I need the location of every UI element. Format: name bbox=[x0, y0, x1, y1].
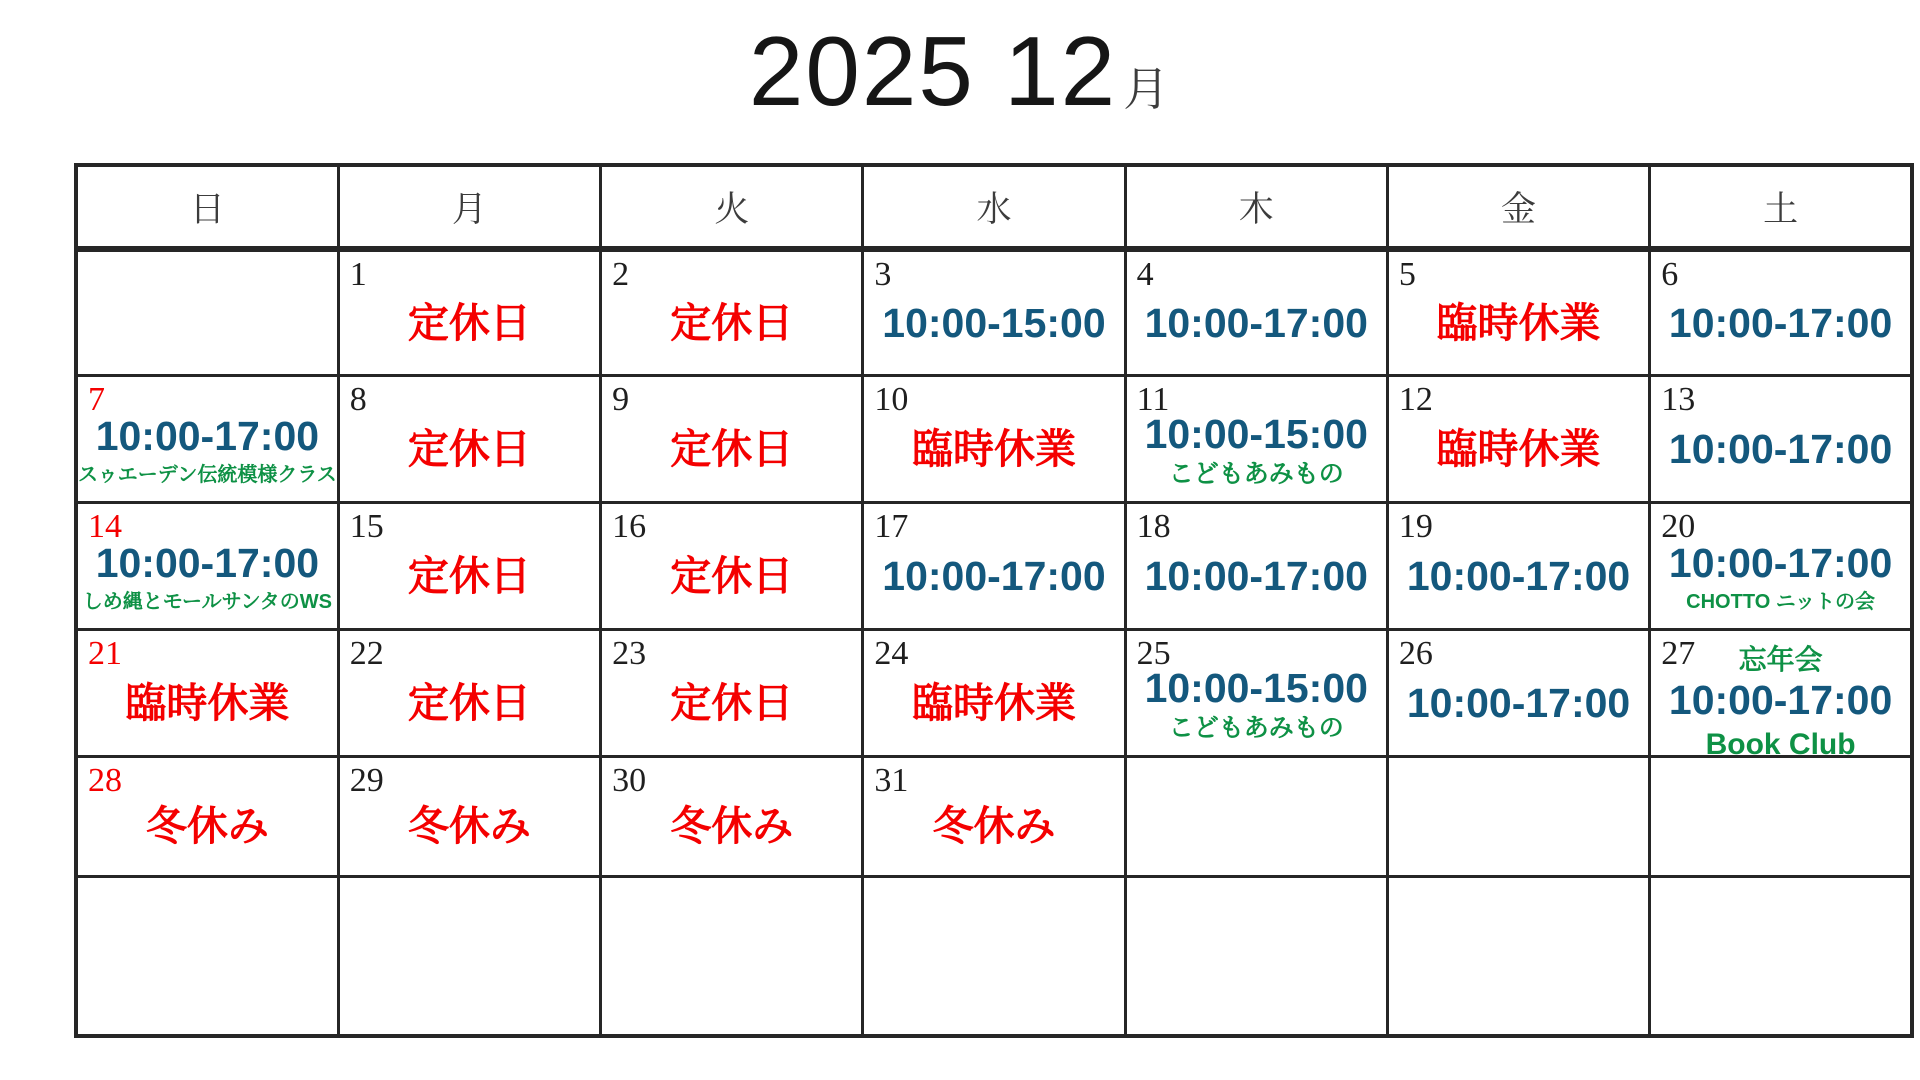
day-cell-empty bbox=[1650, 876, 1912, 1036]
closed-notice: 冬休み bbox=[932, 803, 1056, 850]
closed-notice: 定休日 bbox=[670, 300, 794, 347]
opening-hours: 10:00-17:00 bbox=[1668, 677, 1893, 724]
day-number: 14 bbox=[88, 507, 122, 545]
day-cell-content bbox=[1391, 403, 1646, 497]
day-cell-content bbox=[1129, 530, 1384, 624]
day-number: 1 bbox=[349, 256, 367, 293]
day-cell-content bbox=[1391, 530, 1646, 624]
event-note: こどもあみもの bbox=[1168, 459, 1344, 488]
closed-notice: 定休日 bbox=[407, 552, 531, 599]
day-cell-24 bbox=[863, 629, 1125, 756]
closed-notice: 定休日 bbox=[407, 425, 531, 472]
week-row bbox=[76, 502, 1912, 629]
opening-hours: 10:00-17:00 bbox=[1144, 552, 1368, 599]
week-row bbox=[76, 756, 1912, 876]
day-number: 25 bbox=[1136, 634, 1171, 672]
day-number: 2 bbox=[612, 256, 630, 293]
day-cell-11 bbox=[1125, 375, 1387, 502]
week-row bbox=[76, 629, 1912, 756]
closed-notice: 冬休み bbox=[407, 803, 531, 850]
day-cell-empty bbox=[1387, 756, 1649, 876]
weekday-header-wed: 水 bbox=[863, 165, 1125, 249]
day-cell-19 bbox=[1387, 502, 1649, 629]
day-number: 20 bbox=[1661, 507, 1696, 545]
day-cell-content bbox=[342, 657, 597, 751]
closed-notice: 定休日 bbox=[670, 425, 794, 472]
day-cell-content bbox=[80, 657, 335, 751]
day-cell-27 bbox=[1650, 629, 1912, 761]
week-row bbox=[76, 876, 1912, 1036]
day-number: 12 bbox=[1398, 380, 1433, 418]
day-number: 30 bbox=[612, 761, 647, 799]
day-cell-content bbox=[342, 784, 597, 871]
day-cell-31 bbox=[863, 756, 1125, 876]
day-cell-content bbox=[342, 278, 597, 370]
closed-notice: 冬休み bbox=[145, 803, 269, 850]
day-number: 22 bbox=[349, 634, 384, 672]
week-row bbox=[76, 375, 1912, 502]
day-cell-18 bbox=[1125, 502, 1387, 629]
day-number: 11 bbox=[1136, 380, 1170, 418]
opening-hours: 10:00-17:00 bbox=[1668, 425, 1893, 472]
closed-notice: 冬休み bbox=[670, 803, 794, 850]
day-cell-7 bbox=[76, 375, 338, 502]
weekday-header-mon: 月 bbox=[338, 165, 600, 249]
day-cell-30 bbox=[601, 756, 863, 876]
day-number: 13 bbox=[1661, 380, 1696, 418]
day-cell-empty bbox=[1387, 876, 1649, 1036]
day-cell-20 bbox=[1650, 502, 1912, 629]
day-cell-content bbox=[604, 657, 859, 751]
calendar-body bbox=[76, 249, 1912, 1036]
day-cell-15 bbox=[338, 502, 600, 629]
opening-hours: 10:00-17:00 bbox=[1144, 300, 1368, 347]
closed-notice: 定休日 bbox=[407, 679, 531, 726]
closed-notice: 臨時休業 bbox=[911, 425, 1076, 472]
day-number: 21 bbox=[88, 634, 122, 672]
day-number: 17 bbox=[874, 507, 909, 545]
event-note: こどもあみもの bbox=[1168, 713, 1344, 742]
closed-notice: 臨時休業 bbox=[1436, 425, 1601, 472]
weekday-header-sat: 土 bbox=[1650, 165, 1912, 249]
opening-hours: 10:00-15:00 bbox=[882, 300, 1106, 347]
day-cell-empty bbox=[338, 876, 600, 1036]
day-cell-25 bbox=[1125, 629, 1387, 756]
closed-notice: 臨時休業 bbox=[1436, 300, 1601, 347]
day-cell-content bbox=[1653, 403, 1908, 497]
day-cell-content bbox=[80, 530, 335, 624]
day-number: 28 bbox=[88, 761, 122, 799]
day-cell-content bbox=[1391, 657, 1646, 751]
day-cell-content bbox=[1391, 278, 1646, 370]
event-note: しめ縄とモールサンタのWS bbox=[82, 590, 332, 613]
day-number: 26 bbox=[1398, 634, 1433, 672]
day-number: 19 bbox=[1398, 507, 1433, 545]
opening-hours: 10:00-17:00 bbox=[1406, 679, 1631, 726]
weekday-header-thu: 木 bbox=[1125, 165, 1387, 249]
day-cell-content bbox=[1129, 403, 1384, 497]
weekday-header-sun: 日 bbox=[76, 165, 338, 249]
day-cell-4 bbox=[1125, 249, 1387, 375]
day-cell-content bbox=[80, 784, 335, 871]
day-number: 23 bbox=[612, 634, 647, 672]
opening-hours: 10:00-17:00 bbox=[1668, 540, 1893, 587]
day-cell-content bbox=[866, 278, 1121, 370]
weekday-header-row bbox=[76, 165, 1912, 249]
day-cell-content bbox=[342, 403, 597, 497]
weekday-header-tue: 火 bbox=[601, 165, 863, 249]
day-cell-empty bbox=[76, 876, 338, 1036]
day-cell-26 bbox=[1387, 629, 1649, 756]
day-cell-21 bbox=[76, 629, 338, 756]
day-cell-16 bbox=[601, 502, 863, 629]
calendar-title bbox=[0, 18, 1920, 126]
day-number: 27 bbox=[1661, 634, 1696, 672]
day-number: 8 bbox=[349, 380, 367, 418]
event-note: 忘年会 bbox=[1738, 644, 1823, 676]
day-number: 5 bbox=[1398, 256, 1416, 293]
day-cell-3 bbox=[863, 249, 1125, 375]
day-cell-content bbox=[604, 403, 859, 497]
opening-hours: 10:00-17:00 bbox=[95, 540, 320, 587]
day-cell-empty bbox=[76, 249, 338, 375]
day-cell-6 bbox=[1650, 249, 1912, 375]
event-note: Book Club bbox=[1705, 727, 1856, 761]
day-cell-8 bbox=[338, 375, 600, 502]
day-number: 15 bbox=[349, 507, 384, 545]
closed-notice: 定休日 bbox=[670, 552, 794, 599]
day-cell-empty bbox=[1650, 756, 1912, 876]
day-number: 9 bbox=[612, 380, 630, 418]
opening-hours: 10:00-17:00 bbox=[882, 552, 1106, 599]
day-cell-content bbox=[604, 784, 859, 871]
day-number: 3 bbox=[874, 256, 892, 293]
day-number: 7 bbox=[88, 380, 105, 418]
closed-notice: 臨時休業 bbox=[125, 679, 290, 726]
calendar-table bbox=[74, 163, 1914, 1038]
opening-hours: 10:00-17:00 bbox=[1668, 300, 1893, 347]
event-note: CHOTTO ニットの会 bbox=[1686, 590, 1876, 613]
opening-hours: 10:00-15:00 bbox=[1144, 664, 1368, 711]
day-number: 29 bbox=[349, 761, 384, 799]
week-row bbox=[76, 249, 1912, 375]
closed-notice: 定休日 bbox=[670, 679, 794, 726]
day-number: 24 bbox=[874, 634, 909, 672]
day-cell-29 bbox=[338, 756, 600, 876]
opening-hours: 10:00-15:00 bbox=[1144, 410, 1368, 457]
day-cell-empty bbox=[1125, 756, 1387, 876]
day-number: 18 bbox=[1136, 507, 1171, 545]
event-note: スゥエーデン伝統模様クラス bbox=[77, 463, 337, 486]
day-cell-9 bbox=[601, 375, 863, 502]
weekday-header-fri: 金 bbox=[1387, 165, 1649, 249]
day-cell-content bbox=[604, 530, 859, 624]
closed-notice: 臨時休業 bbox=[911, 679, 1076, 726]
day-cell-12 bbox=[1387, 375, 1649, 502]
day-number: 4 bbox=[1136, 256, 1154, 293]
day-cell-content bbox=[342, 530, 597, 624]
day-cell-content bbox=[866, 784, 1121, 871]
day-cell-1 bbox=[338, 249, 600, 375]
day-cell-5 bbox=[1387, 249, 1649, 375]
day-cell-content bbox=[77, 403, 337, 497]
calendar-title-year-month: 2025 12 bbox=[748, 16, 1118, 126]
opening-hours: 10:00-17:00 bbox=[1406, 552, 1631, 599]
day-cell-content bbox=[1653, 530, 1908, 624]
day-cell-empty bbox=[1125, 876, 1387, 1036]
day-cell-empty bbox=[601, 876, 863, 1036]
day-cell-content bbox=[1129, 657, 1384, 751]
day-cell-10 bbox=[863, 375, 1125, 502]
day-cell-empty bbox=[863, 876, 1125, 1036]
closed-notice: 定休日 bbox=[407, 300, 531, 347]
day-number: 16 bbox=[612, 507, 647, 545]
day-number: 10 bbox=[874, 380, 909, 418]
day-cell-22 bbox=[338, 629, 600, 756]
opening-hours: 10:00-17:00 bbox=[95, 413, 320, 460]
day-cell-content bbox=[604, 278, 859, 370]
day-cell-content bbox=[866, 530, 1121, 624]
day-cell-17 bbox=[863, 502, 1125, 629]
day-cell-13 bbox=[1650, 375, 1912, 502]
day-number: 6 bbox=[1661, 256, 1679, 293]
day-number: 31 bbox=[874, 761, 909, 799]
day-cell-content bbox=[1129, 278, 1384, 370]
day-cell-14 bbox=[76, 502, 338, 629]
day-cell-2 bbox=[601, 249, 863, 375]
day-cell-28 bbox=[76, 756, 338, 876]
calendar-title-month-suffix: 月 bbox=[1123, 63, 1172, 115]
day-cell-content bbox=[1653, 278, 1908, 370]
day-cell-23 bbox=[601, 629, 863, 756]
day-cell-content bbox=[866, 657, 1121, 751]
day-cell-content bbox=[866, 403, 1121, 497]
